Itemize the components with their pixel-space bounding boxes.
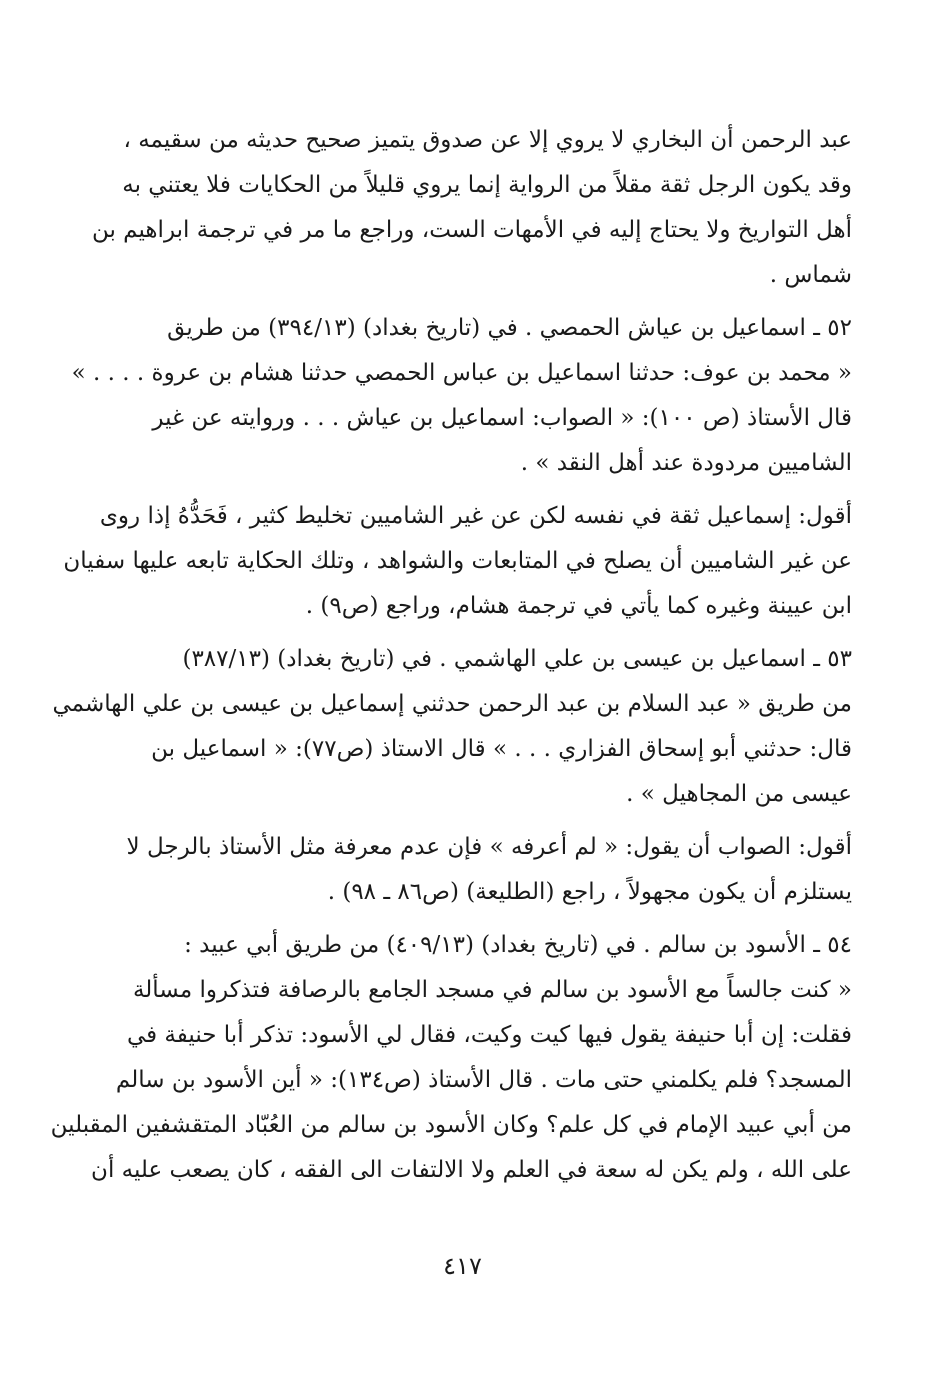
text-line: عيسى من المجاهيل » .	[626, 781, 852, 807]
text-line: أقول: الصواب أن يقول: « لم أعرفه » فإن عدم معرفة مثل الأستاذ بالرجل لا	[126, 834, 852, 860]
text-line: ابن عيينة وغيره كما يأتي في ترجمة هشام، وراجع (ص٩) .	[305, 593, 852, 619]
text-line: عبد الرحمن أن البخاري لا يروي إلا عن صدوق يتميز صحيح حديثه من سقيمه ،	[123, 127, 852, 153]
paragraph-reply-53	[126, 825, 852, 915]
text-line: يستلزم أن يكون مجهولاً ، راجع (الطليعة) (ص٨٦ ـ ٩٨) .	[327, 879, 852, 905]
entry-54	[50, 923, 852, 1193]
text-line: أهل التواريخ ولا يحتاج إليه في الأمهات الست، وراجع ما مر في ترجمة ابراهيم بن	[91, 217, 852, 243]
entry-52	[71, 306, 852, 486]
text-line: وقد يكون الرجل ثقة مقلاً من الرواية إنما يروي قليلاً من الحكايات فلا يعتني به	[122, 172, 852, 198]
entry-heading-line: ٥٤ ـ الأسود بن سالم . في (تاريخ بغداد) (٤٠٩/١٣) من طريق أبي عبيد :	[184, 932, 852, 958]
entry-heading-line: ٥٣ ـ اسماعيل بن عيسى بن علي الهاشمي . في (تاريخ بغداد) (٣٨٧/١٣)	[182, 646, 852, 672]
text-line: المسجد؟ فلم يكلمني حتى مات . قال الأستاذ (ص١٣٤): « أين الأسود بن سالم	[115, 1067, 852, 1093]
paragraph-reply-52	[63, 494, 852, 629]
text-line: من أبي عبيد الإمام في كل علم؟ وكان الأسود بن سالم من العُبّاد المتقشفين المقبلين	[50, 1112, 852, 1138]
paragraph-1	[91, 118, 852, 298]
text-line: على الله ، ولم يكن له سعة في العلم ولا الالتفات الى الفقه ، كان يصعب عليه أن	[91, 1157, 852, 1183]
text-line: « كنت جالساً مع الأسود بن سالم في مسجد الجامع بالرصافة فتذكروا مسألة	[132, 977, 852, 1003]
entry-53	[52, 637, 852, 817]
text-line: الشاميين مردودة عند أهل النقد » .	[520, 450, 852, 476]
entry-heading-line: ٥٢ ـ اسماعيل بن عياش الحمصي . في (تاريخ بغداد) (٣٩٤/١٣) من طريق	[167, 315, 852, 341]
text-line: قال الأستاذ (ص ١٠٠): « الصواب: اسماعيل بن عياش . . . وروايته عن غير	[152, 405, 852, 431]
page-number: ٤١٧	[443, 1252, 482, 1280]
text-line: فقلت: إن أبا حنيفة يقول فيها كيت وكيت، فقال لي الأسود: تذكر أبا حنيفة في	[126, 1022, 852, 1048]
text-line: شماس .	[769, 262, 852, 288]
page-body	[50, 118, 852, 1201]
text-line: عن غير الشاميين أن يصلح في المتابعات والشواهد ، وتلك الحكاية تابعه عليها سفيان	[63, 548, 852, 574]
text-line: « محمد بن عوف: حدثنا اسماعيل بن عباس الحمصي حدثنا هشام بن عروة . . . . »	[71, 360, 852, 386]
text-line: أقول: إسماعيل ثقة في نفسه لكن عن غير الشاميين تخليط كثير ، فَحَدُّهُ إذا روى	[99, 503, 852, 529]
text-line: من طريق « عبد السلام بن عبد الرحمن حدثني إسماعيل بن عيسى بن علي الهاشمي	[52, 691, 852, 717]
text-line: قال: حدثني أبو إسحاق الفزاري . . . » قال الاستاذ (ص٧٧): « اسماعيل بن	[151, 736, 852, 762]
